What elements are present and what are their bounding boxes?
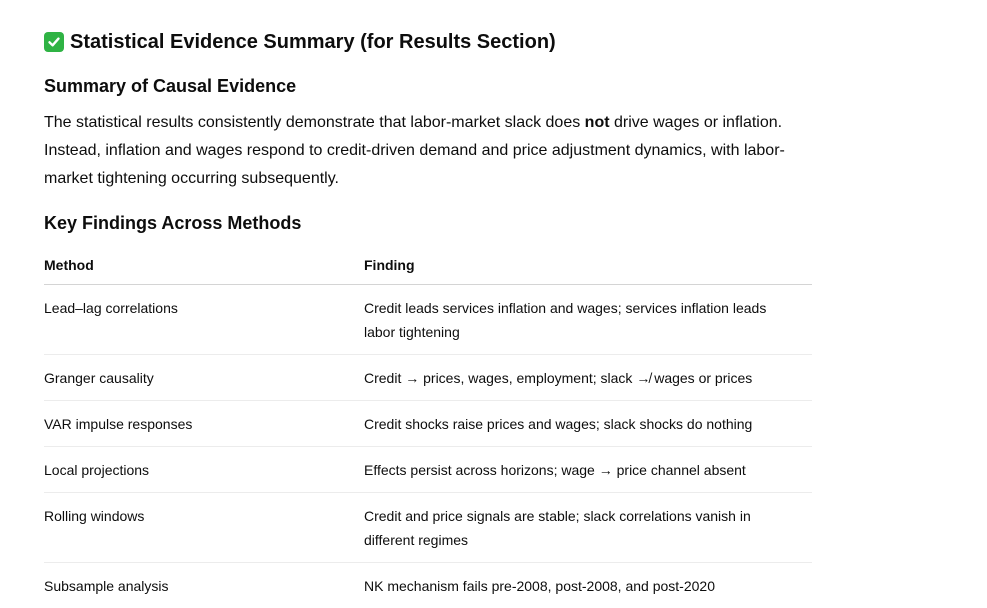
table-row [44,285,812,355]
table-header-row [44,248,812,285]
document-content [44,28,812,608]
summary-text-part-2: drive wages or inflation. Instead, inflation and wages respond to credit-driven demand and price adjustment dynamics, with labor-market tightening occurring subsequently. [44,114,785,187]
column-header-method: Method [44,248,364,285]
findings-heading: Key Findings Across Methods [44,210,812,236]
summary-text-part-1: The statistical results consistently demonstrate that labor-market slack does [44,114,585,131]
table-row [44,401,812,447]
summary-heading: Summary of Causal Evidence [44,73,812,99]
finding-cell: Effects persist across horizons; wage → price channel absent [364,447,812,493]
table-row [44,563,812,608]
summary-paragraph [44,109,812,193]
method-cell: Rolling windows [44,493,364,563]
finding-cell: NK mechanism fails pre-2008, post-2008, and post-2020 [364,563,812,608]
finding-cell: Credit shocks raise prices and wages; slack shocks do nothing [364,401,812,447]
summary-text-bold: not [585,114,610,131]
section-title [44,28,812,56]
method-cell: Subsample analysis [44,563,364,608]
table-row [44,447,812,493]
method-cell: Lead–lag correlations [44,285,364,355]
table-row [44,355,812,401]
method-cell: VAR impulse responses [44,401,364,447]
findings-table [44,248,812,608]
method-cell: Granger causality [44,355,364,401]
finding-cell: Credit leads services inflation and wages; services inflation leads labor tightening [364,285,812,355]
section-title-text: Statistical Evidence Summary (for Results Section) [70,28,556,56]
finding-cell: Credit and price signals are stable; slack correlations vanish in different regimes [364,493,812,563]
table-row [44,493,812,563]
column-header-finding: Finding [364,248,812,285]
check-mark-button-icon [44,32,64,52]
finding-cell: Credit → prices, wages, employment; slack ↛ wages or prices [364,355,812,401]
method-cell: Local projections [44,447,364,493]
